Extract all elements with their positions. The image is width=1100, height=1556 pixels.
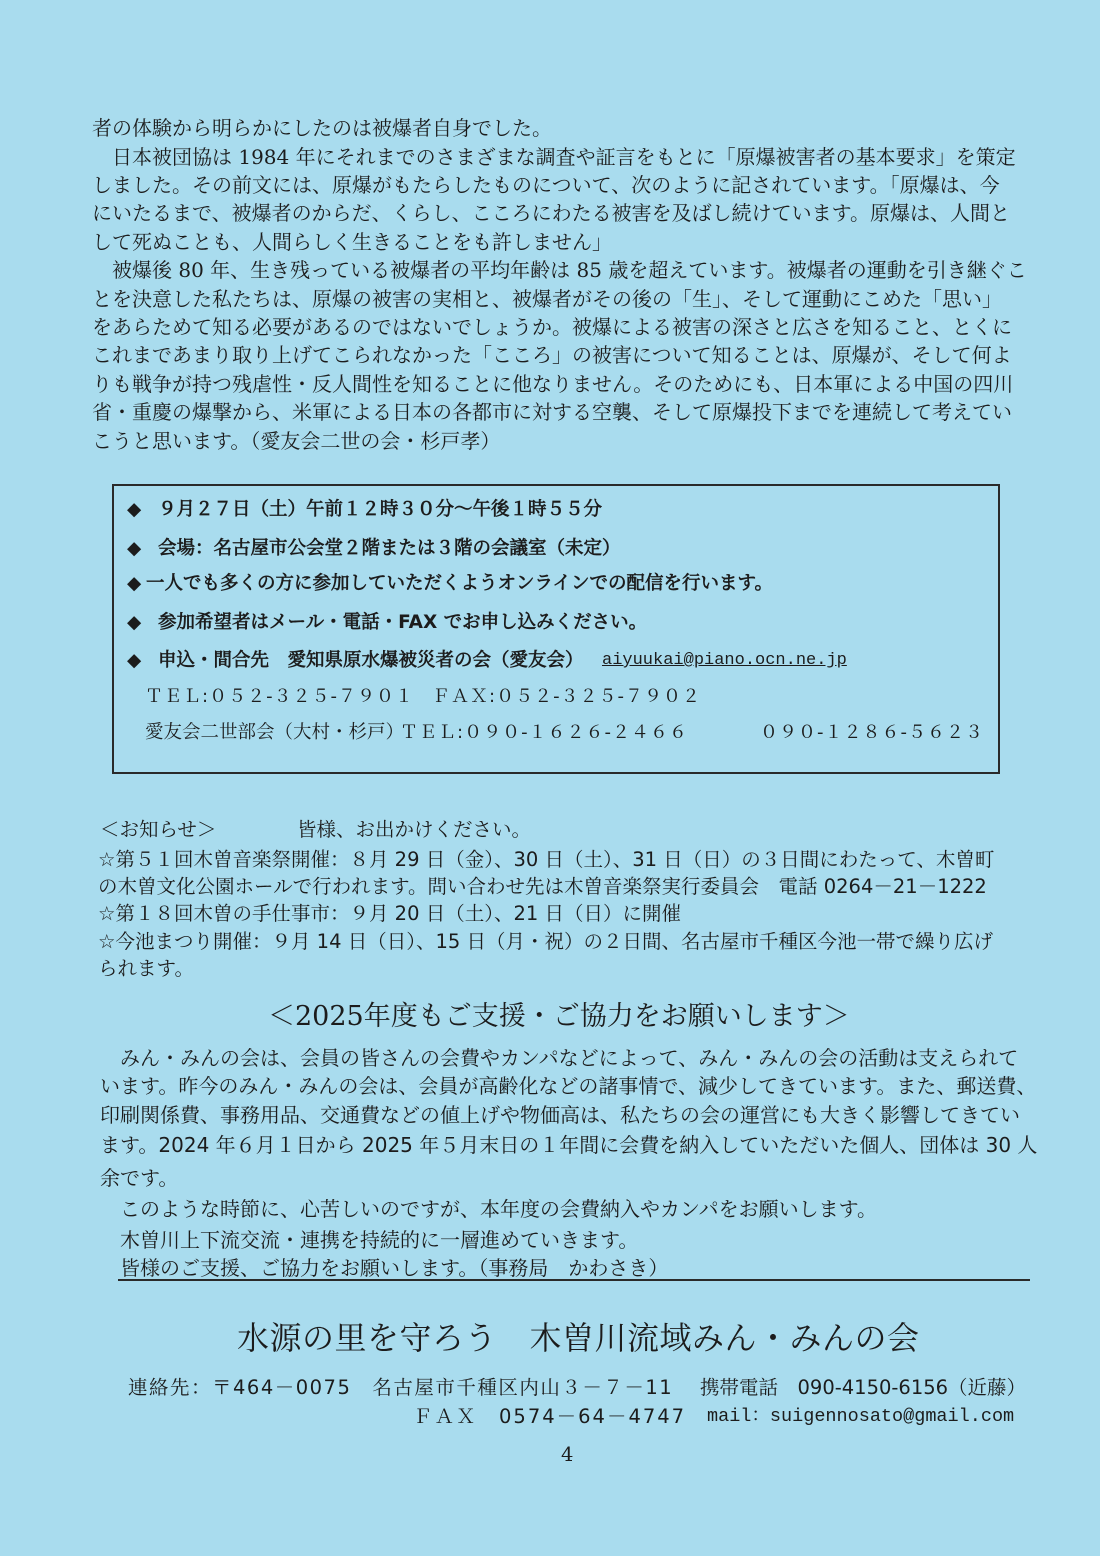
support-line: このような時節に、心苦しいのですが、本年度の会費納入やカンパをお願いします。	[100, 1197, 877, 1221]
event-tel: ＴＥＬ:０５２-３２５-７９０１	[145, 686, 415, 707]
notice-line: ☆第５１回木曽音楽祭開催：８月 29 日（金）、30 日（土）、31 日（日）の３日間にわたって、木曽町	[98, 848, 995, 871]
org-name: 水源の里を守ろう 木曽川流域みん・みんの会	[237, 1319, 920, 1357]
diamond-bullet-icon: ◆	[127, 573, 142, 594]
event-contact-email: aiyuukai@piano.ocn.ne.jp	[602, 651, 847, 670]
event-fax: ＦＡＸ:０５２-３２５-７９０２	[432, 686, 702, 707]
section-divider	[118, 1279, 1030, 1281]
notices-heading: ＜お知らせ＞	[100, 818, 217, 841]
notice-line: ☆今池まつり開催：９月 14 日（日）、15 日（月・祝）の２日間、名古屋市千種区今池一帯で繰り広げ	[98, 930, 993, 953]
footer-mail: mail：suigennosato@gmail.com	[707, 1406, 1015, 1427]
article-line: りも戦争が持つ残虐性・反人間性を知ることに他なりません。そのためにも、日本軍による中国の四川	[92, 372, 1014, 396]
article-line: とを決意した私たちは、原爆の被害の実相と、被爆者がその後の「生」、そして運動にこめた「思い」	[92, 287, 1002, 311]
event-online-note: 一人でも多くの方に参加していただくようオンラインでの配信を行います。	[146, 573, 773, 594]
event-venue: 会場：名古屋市公会堂２階または３階の会議室（未定）	[158, 538, 621, 559]
support-line: 木曽川上下流交流・連携を持続的に一層進めていきます。	[100, 1228, 639, 1252]
diamond-bullet-icon: ◆	[127, 499, 142, 520]
article-line: して死ぬことも、人間らしく生きることをも許しません」	[92, 230, 612, 254]
notice-line: られます。	[98, 957, 194, 980]
sub-group-name: 愛友会二世部会（大村・杉戸）	[145, 722, 405, 743]
sub-group-tel-1: ＴＥＬ:０９０-１６２６-２４６６	[400, 722, 689, 743]
support-line: います。昨今のみん・みんの会は、会員が高齢化などの諸事情で、減少してきています。また、郵送費、	[100, 1074, 1037, 1098]
event-contact: 申込・間合先 愛知県原水爆被災者の会（愛友会）	[158, 650, 584, 671]
diamond-bullet-icon: ◆	[127, 650, 142, 671]
article-line: 日本被団協は 1984 年にそれまでのさまざまな調査や証言をもとに「原爆被害者の基本要求」を策定	[92, 145, 1016, 169]
article-line: こうと思います。（愛友会二世の会・杉戸孝）	[92, 429, 501, 453]
support-line: ます。2024 年６月１日から 2025 年５月末日の１年間に会費を納入していただいた個人、団体は 30 人	[100, 1133, 1038, 1157]
support-line: 余です。	[100, 1166, 179, 1190]
article-line: をあらためて知る必要があるのではないでしょうか。被爆による被害の深さと広さを知ること、とくに	[92, 315, 1012, 339]
footer-address: 連絡先：〒464－0075 名古屋市千種区内山３－７－11	[128, 1376, 674, 1399]
article-line: しました。その前文には、原爆がもたらしたものについて、次のように記されています。「原爆は、今	[92, 173, 1000, 197]
event-apply-note: 参加希望者はメール・電話・FAX でお申し込みください。	[158, 612, 648, 633]
support-line: 印刷関係費、事務用品、交通費などの値上げや物価高は、私たちの会の運営にも大きく影響してきてい	[100, 1103, 1020, 1127]
notice-line: ☆第１８回木曽の手仕事市：９月 20 日（土）、21 日（日）に開催	[98, 902, 681, 925]
article-line: にいたるまで、被爆者のからだ、くらし、こころにわたる被害を及ばし続けています。原爆は、人間と	[92, 201, 1010, 225]
article-line: これまであまり取り上げてこられなかった「こころ」の被害について知ることは、原爆が、そして何よ	[92, 343, 1012, 367]
event-date: ９月２７日（土）午前１２時３０分～午後１時５５分	[158, 499, 603, 520]
footer-mobile: 携帯電話 090-4150-6156（近藤）	[700, 1376, 1027, 1399]
diamond-bullet-icon: ◆	[127, 538, 142, 559]
article-line: 者の体験から明らかにしたのは被爆者自身でした。	[92, 116, 552, 140]
notice-line: の木曽文化公園ホールで行われます。問い合わせ先は木曽音楽祭実行委員会 電話 0264－21－1222	[98, 875, 987, 898]
notices-subheading: 皆様、お出かけください。	[297, 818, 532, 841]
article-line: 省・重慶の爆撃から、米軍による日本の各都市に対する空襲、そして原爆投下までを連続して考えてい	[92, 400, 1012, 424]
footer-fax: ＦＡＸ 0574－64－4747	[413, 1405, 687, 1428]
support-line: みん・みんの会は、会員の皆さんの会費やカンパなどによって、みん・みんの会の活動は支えられて	[100, 1046, 1019, 1070]
page-number: 4	[561, 1443, 574, 1466]
support-line: 皆様のご支援、ご協力をお願いします。（事務局 かわさき）	[100, 1256, 669, 1280]
support-heading: ＜2025年度もご支援・ご協力をお願いします＞	[268, 1001, 850, 1032]
diamond-bullet-icon: ◆	[127, 612, 142, 633]
sub-group-tel-2: ０９０-１２８６-５６２３	[760, 722, 984, 743]
article-line: 被爆後 80 年、生き残っている被爆者の平均年齢は 85 歳を超えています。被爆者の運動を引き継ぐこ	[92, 258, 1027, 282]
